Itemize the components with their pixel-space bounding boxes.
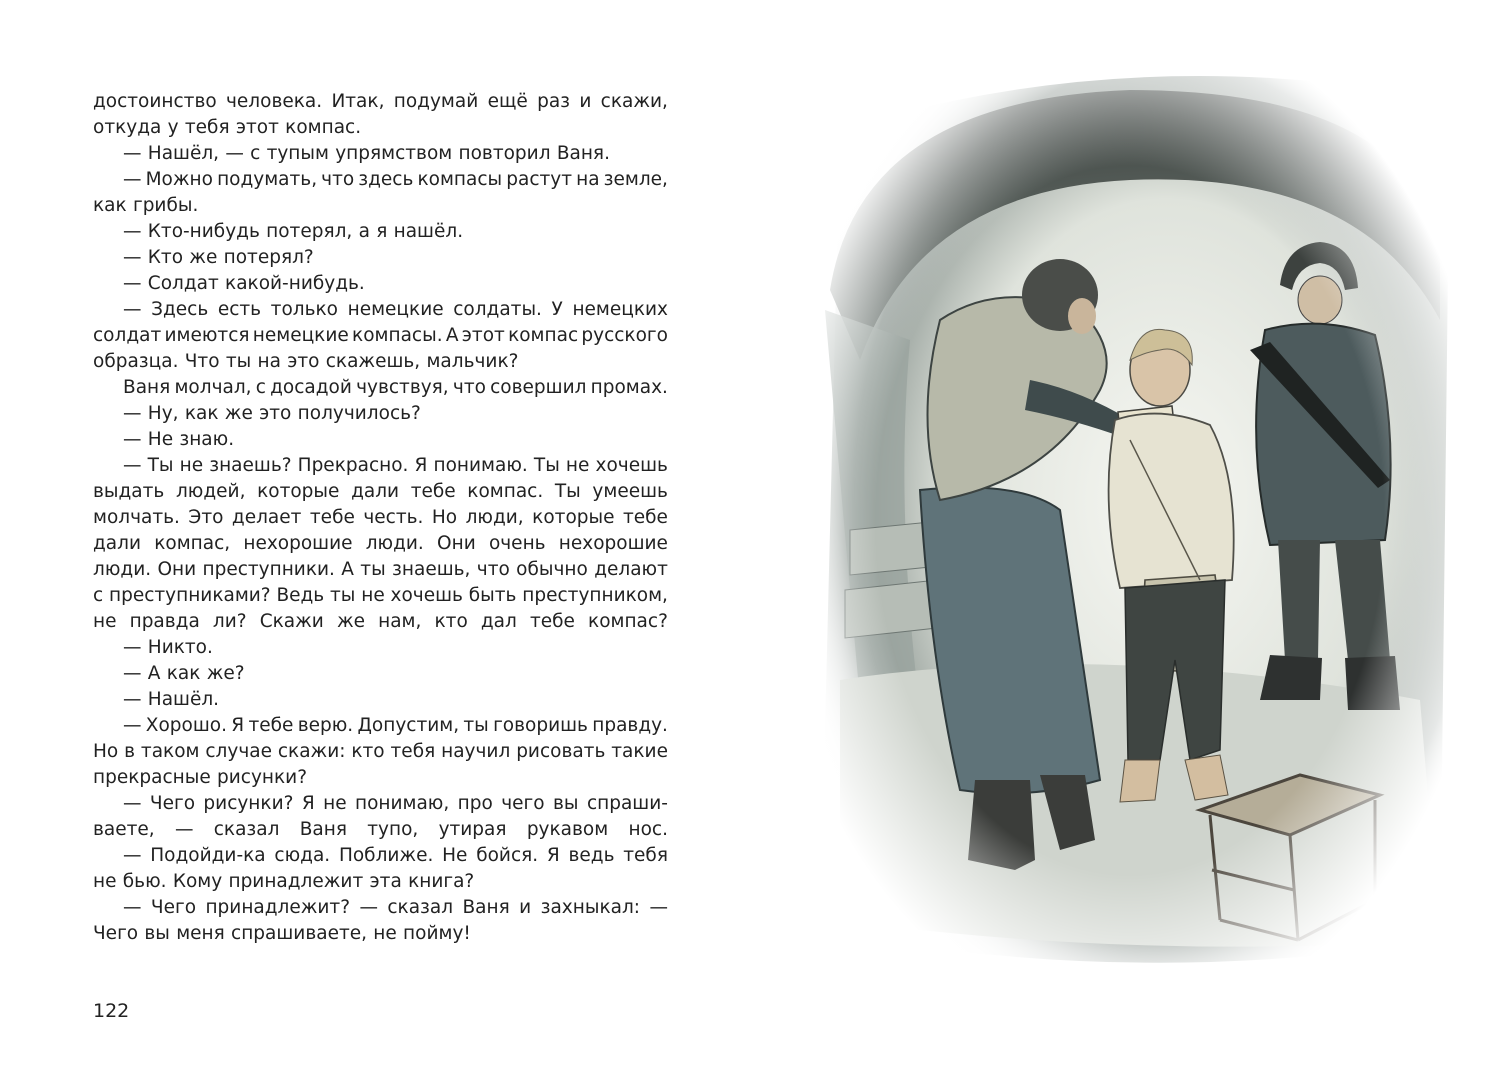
word: и xyxy=(519,897,532,918)
word: растут xyxy=(506,169,573,190)
word: что xyxy=(321,169,355,190)
word: с xyxy=(250,143,261,164)
word: — xyxy=(123,637,142,658)
text-line xyxy=(93,193,668,219)
word: — xyxy=(123,429,142,450)
text-line xyxy=(93,869,668,895)
word: упрямством xyxy=(335,143,453,164)
text-line xyxy=(93,661,668,687)
word: правда xyxy=(129,611,200,632)
word: принадлежит xyxy=(228,871,364,892)
word: Ведь xyxy=(276,585,325,606)
word: Ваня xyxy=(299,819,347,840)
word: скажешь, xyxy=(325,351,421,372)
word: хочешь xyxy=(390,585,463,606)
word: с xyxy=(93,585,104,606)
word: преступником, xyxy=(522,585,668,606)
word: Не xyxy=(147,429,174,450)
text-line xyxy=(93,219,668,245)
word: досадой xyxy=(270,377,352,398)
page-number: 122 xyxy=(93,1000,130,1022)
word: не xyxy=(373,923,397,944)
word: с xyxy=(255,377,266,398)
word: понимаю, xyxy=(354,793,450,814)
word: не xyxy=(93,871,117,892)
word: же xyxy=(224,403,253,424)
word: А xyxy=(341,559,354,580)
word: людей, xyxy=(175,481,246,502)
word: Это xyxy=(188,507,224,528)
word: которые xyxy=(532,507,615,528)
word: чувствуя, xyxy=(356,377,449,398)
word: — xyxy=(123,663,142,684)
word: потерял? xyxy=(223,247,314,268)
word: меня xyxy=(176,923,225,944)
word: Солдат xyxy=(147,273,219,294)
word: немецких xyxy=(572,299,668,320)
word: про xyxy=(457,793,493,814)
text-line xyxy=(93,713,668,739)
word: Я xyxy=(414,455,428,476)
word: Но xyxy=(431,507,458,528)
word: немецкие xyxy=(252,325,349,346)
word: хочешь xyxy=(595,455,668,476)
word: честь. xyxy=(363,507,424,528)
word: имеются xyxy=(164,325,250,346)
word: Кто-нибудь xyxy=(147,221,260,242)
word: нос. xyxy=(628,819,668,840)
text-line xyxy=(93,479,668,505)
word: грибы. xyxy=(132,195,199,216)
word: как xyxy=(184,403,219,424)
word: Нашёл, xyxy=(147,143,220,164)
word: в xyxy=(124,741,136,762)
word: научил xyxy=(441,741,511,762)
word: тупо, xyxy=(367,819,419,840)
word: и xyxy=(579,91,592,112)
text-line xyxy=(93,89,668,115)
word: выдать xyxy=(93,481,165,502)
text-line xyxy=(93,687,668,713)
word: скажи, xyxy=(600,91,668,112)
word: У xyxy=(551,299,563,320)
word: компасы xyxy=(417,169,503,190)
word: совершил xyxy=(490,377,587,398)
word: компас? xyxy=(588,611,668,632)
word: не xyxy=(565,455,590,476)
word: Они xyxy=(157,559,197,580)
word: же? xyxy=(206,663,245,684)
word: сказал xyxy=(213,819,280,840)
word: рисовать xyxy=(516,741,606,762)
word: Ты xyxy=(147,455,174,476)
word: кто xyxy=(351,741,385,762)
word: этот xyxy=(235,117,279,138)
word: молчал, xyxy=(174,377,252,398)
word: нехорошие xyxy=(558,533,668,554)
word: прекрасные xyxy=(93,767,211,788)
word: молчать. xyxy=(93,507,180,528)
word: Скажи xyxy=(259,611,324,632)
text-line xyxy=(93,765,668,791)
text-line xyxy=(93,791,668,817)
page-text xyxy=(93,89,668,947)
word: — xyxy=(123,273,142,294)
word: Подойди-ка xyxy=(150,845,266,866)
word: знаешь? xyxy=(209,455,292,476)
word: — xyxy=(174,819,194,840)
word: — xyxy=(649,897,668,918)
word: компас, xyxy=(154,533,231,554)
text-line xyxy=(93,245,668,271)
word: умеешь xyxy=(592,481,668,502)
word: — xyxy=(123,845,142,866)
word: знаю. xyxy=(179,429,235,450)
word: на xyxy=(257,351,281,372)
word: делает xyxy=(231,507,302,528)
word: рукавом xyxy=(526,819,609,840)
text-line xyxy=(93,921,668,947)
text-line xyxy=(93,843,668,869)
word: эта xyxy=(369,871,402,892)
word: ты xyxy=(463,715,489,736)
word: Я xyxy=(546,845,560,866)
word: достоинство xyxy=(93,91,217,112)
word: ли? xyxy=(212,611,247,632)
word: подумать, xyxy=(217,169,318,190)
text-line xyxy=(93,557,668,583)
word: Ваня. xyxy=(556,143,610,164)
word: немецкие xyxy=(347,299,444,320)
word: не xyxy=(323,793,347,814)
word: Что xyxy=(184,351,220,372)
word: — xyxy=(123,169,142,190)
word: знаешь, xyxy=(392,559,471,580)
text-line xyxy=(93,375,668,401)
word: как xyxy=(166,663,201,684)
word: не xyxy=(361,585,385,606)
word: Прекрасно. xyxy=(297,455,409,476)
word: — xyxy=(123,689,142,710)
word: Кто xyxy=(147,247,184,268)
word: компасы. xyxy=(352,325,443,346)
word: скажи: xyxy=(277,741,346,762)
word: что xyxy=(452,377,486,398)
word: ты xyxy=(360,559,386,580)
word: повторил xyxy=(458,143,551,164)
word: тебя xyxy=(623,845,668,866)
text-line xyxy=(93,583,668,609)
word: нашёл. xyxy=(393,221,464,242)
word: — xyxy=(123,715,142,736)
word: это xyxy=(259,403,292,424)
text-line xyxy=(93,141,668,167)
text-line xyxy=(93,115,668,141)
word: — xyxy=(123,143,142,164)
word: Они xyxy=(437,533,476,554)
word: быть xyxy=(468,585,517,606)
word: тебе xyxy=(309,507,355,528)
word: сказал xyxy=(387,897,454,918)
word: солдаты. xyxy=(453,299,542,320)
text-line xyxy=(93,531,668,557)
word: на xyxy=(576,169,600,190)
word: не xyxy=(93,611,117,632)
word: Ваня xyxy=(123,377,171,398)
word: Я xyxy=(301,793,315,814)
word: ты xyxy=(225,351,252,372)
word: Ну, xyxy=(147,403,179,424)
word: Ты xyxy=(533,455,560,476)
word: нехорошие xyxy=(243,533,353,554)
word: бью. xyxy=(122,871,167,892)
word: тупым xyxy=(266,143,329,164)
word: чего xyxy=(501,793,545,814)
word: человека. xyxy=(225,91,323,112)
word: образца. xyxy=(93,351,179,372)
word: нам, xyxy=(378,611,422,632)
word: — xyxy=(225,143,244,164)
text-line xyxy=(93,271,668,297)
word: правду. xyxy=(592,715,668,736)
word: понимаю. xyxy=(433,455,528,476)
word: преступники. xyxy=(202,559,335,580)
word: откуда xyxy=(93,117,162,138)
text-line xyxy=(93,505,668,531)
word: компас xyxy=(508,325,579,346)
word: преступниками? xyxy=(108,585,271,606)
word: Но xyxy=(93,741,119,762)
word: бойся. xyxy=(476,845,539,866)
word: такие xyxy=(611,741,668,762)
word: принадлежит? xyxy=(205,897,351,918)
word: же xyxy=(189,247,218,268)
text-line xyxy=(93,349,668,375)
word: вы xyxy=(144,923,170,944)
word: дали xyxy=(93,533,141,554)
word: Итак, xyxy=(331,91,385,112)
word: — xyxy=(359,897,378,918)
word: компас. xyxy=(285,117,362,138)
word: а xyxy=(358,221,370,242)
word: получилось? xyxy=(297,403,421,424)
word: Не xyxy=(442,845,468,866)
word: ещё xyxy=(487,91,528,112)
word: дал xyxy=(480,611,517,632)
word: Ты xyxy=(554,481,581,502)
word: Никто. xyxy=(147,637,213,658)
text-line xyxy=(93,453,668,479)
word: солдат xyxy=(93,325,162,346)
text-line xyxy=(93,609,668,635)
word: — xyxy=(123,247,142,268)
word: не xyxy=(179,455,204,476)
word: Здесь xyxy=(151,299,209,320)
word: тебе xyxy=(622,507,668,528)
word: тебе xyxy=(529,611,575,632)
word: — xyxy=(123,793,142,814)
word: Чего xyxy=(150,897,197,918)
word: здесь xyxy=(358,169,414,190)
word: земле, xyxy=(603,169,668,190)
word: верю. xyxy=(297,715,354,736)
word: обычно xyxy=(516,559,588,580)
word: говоришь xyxy=(493,715,588,736)
word: русского xyxy=(581,325,668,346)
word: как xyxy=(93,195,127,216)
word: тебя xyxy=(184,117,230,138)
word: спрашиваете, xyxy=(231,923,367,944)
word: этот xyxy=(461,325,505,346)
word: потерял, xyxy=(266,221,353,242)
word: люди, xyxy=(465,507,524,528)
word: вы xyxy=(553,793,579,814)
word: книга? xyxy=(408,871,475,892)
word: рисунки? xyxy=(203,793,294,814)
word: Нашёл. xyxy=(147,689,220,710)
word: мальчик? xyxy=(426,351,519,372)
interrogation-scene-illustration xyxy=(800,60,1460,980)
text-line xyxy=(93,297,668,323)
word: таком xyxy=(140,741,200,762)
word: Допустим, xyxy=(357,715,460,736)
word: А xyxy=(147,663,161,684)
text-line xyxy=(93,739,668,765)
word: люди. xyxy=(365,533,424,554)
word: — xyxy=(123,897,142,918)
word: пойму! xyxy=(403,923,471,944)
word: утирая xyxy=(438,819,507,840)
word: — xyxy=(123,455,142,476)
word: я xyxy=(376,221,388,242)
word: раз xyxy=(537,91,570,112)
word: есть xyxy=(217,299,262,320)
word: Ваня xyxy=(462,897,510,918)
word: кто xyxy=(434,611,468,632)
word: тебе xyxy=(248,715,294,736)
word: Хорошо. xyxy=(145,715,227,736)
word: тебе xyxy=(410,481,456,502)
word: — xyxy=(123,221,142,242)
text-line xyxy=(93,323,668,349)
word: Поближе. xyxy=(338,845,434,866)
word: промах. xyxy=(590,377,668,398)
word: дали xyxy=(351,481,400,502)
text-line xyxy=(93,635,668,661)
word: ваете, xyxy=(93,819,155,840)
word: подумай xyxy=(393,91,479,112)
word: спраши- xyxy=(586,793,668,814)
text-line xyxy=(93,427,668,453)
word: Чего xyxy=(93,923,139,944)
word: Чего xyxy=(149,793,196,814)
text-line xyxy=(93,817,668,843)
text-line xyxy=(93,895,668,921)
word: ведь xyxy=(568,845,615,866)
word: случае xyxy=(205,741,272,762)
text-line xyxy=(93,401,668,427)
word: очень xyxy=(488,533,546,554)
word: которые xyxy=(257,481,340,502)
word: что xyxy=(476,559,510,580)
word: люди. xyxy=(93,559,152,580)
word: Кому xyxy=(172,871,223,892)
word: захныкал: xyxy=(540,897,641,918)
word: компас. xyxy=(467,481,544,502)
word: ты xyxy=(330,585,356,606)
word: только xyxy=(270,299,338,320)
word: это xyxy=(287,351,320,372)
word: Я xyxy=(231,715,245,736)
word: сюда. xyxy=(274,845,331,866)
word: А xyxy=(445,325,459,346)
word: — xyxy=(123,299,142,320)
word: рисунки? xyxy=(217,767,308,788)
word: Можно xyxy=(145,169,213,190)
word: тебя xyxy=(390,741,436,762)
word: делают xyxy=(594,559,668,580)
word: — xyxy=(123,403,142,424)
word: у xyxy=(167,117,179,138)
word: какой-нибудь. xyxy=(225,273,365,294)
text-line xyxy=(93,167,668,193)
word: же xyxy=(336,611,365,632)
